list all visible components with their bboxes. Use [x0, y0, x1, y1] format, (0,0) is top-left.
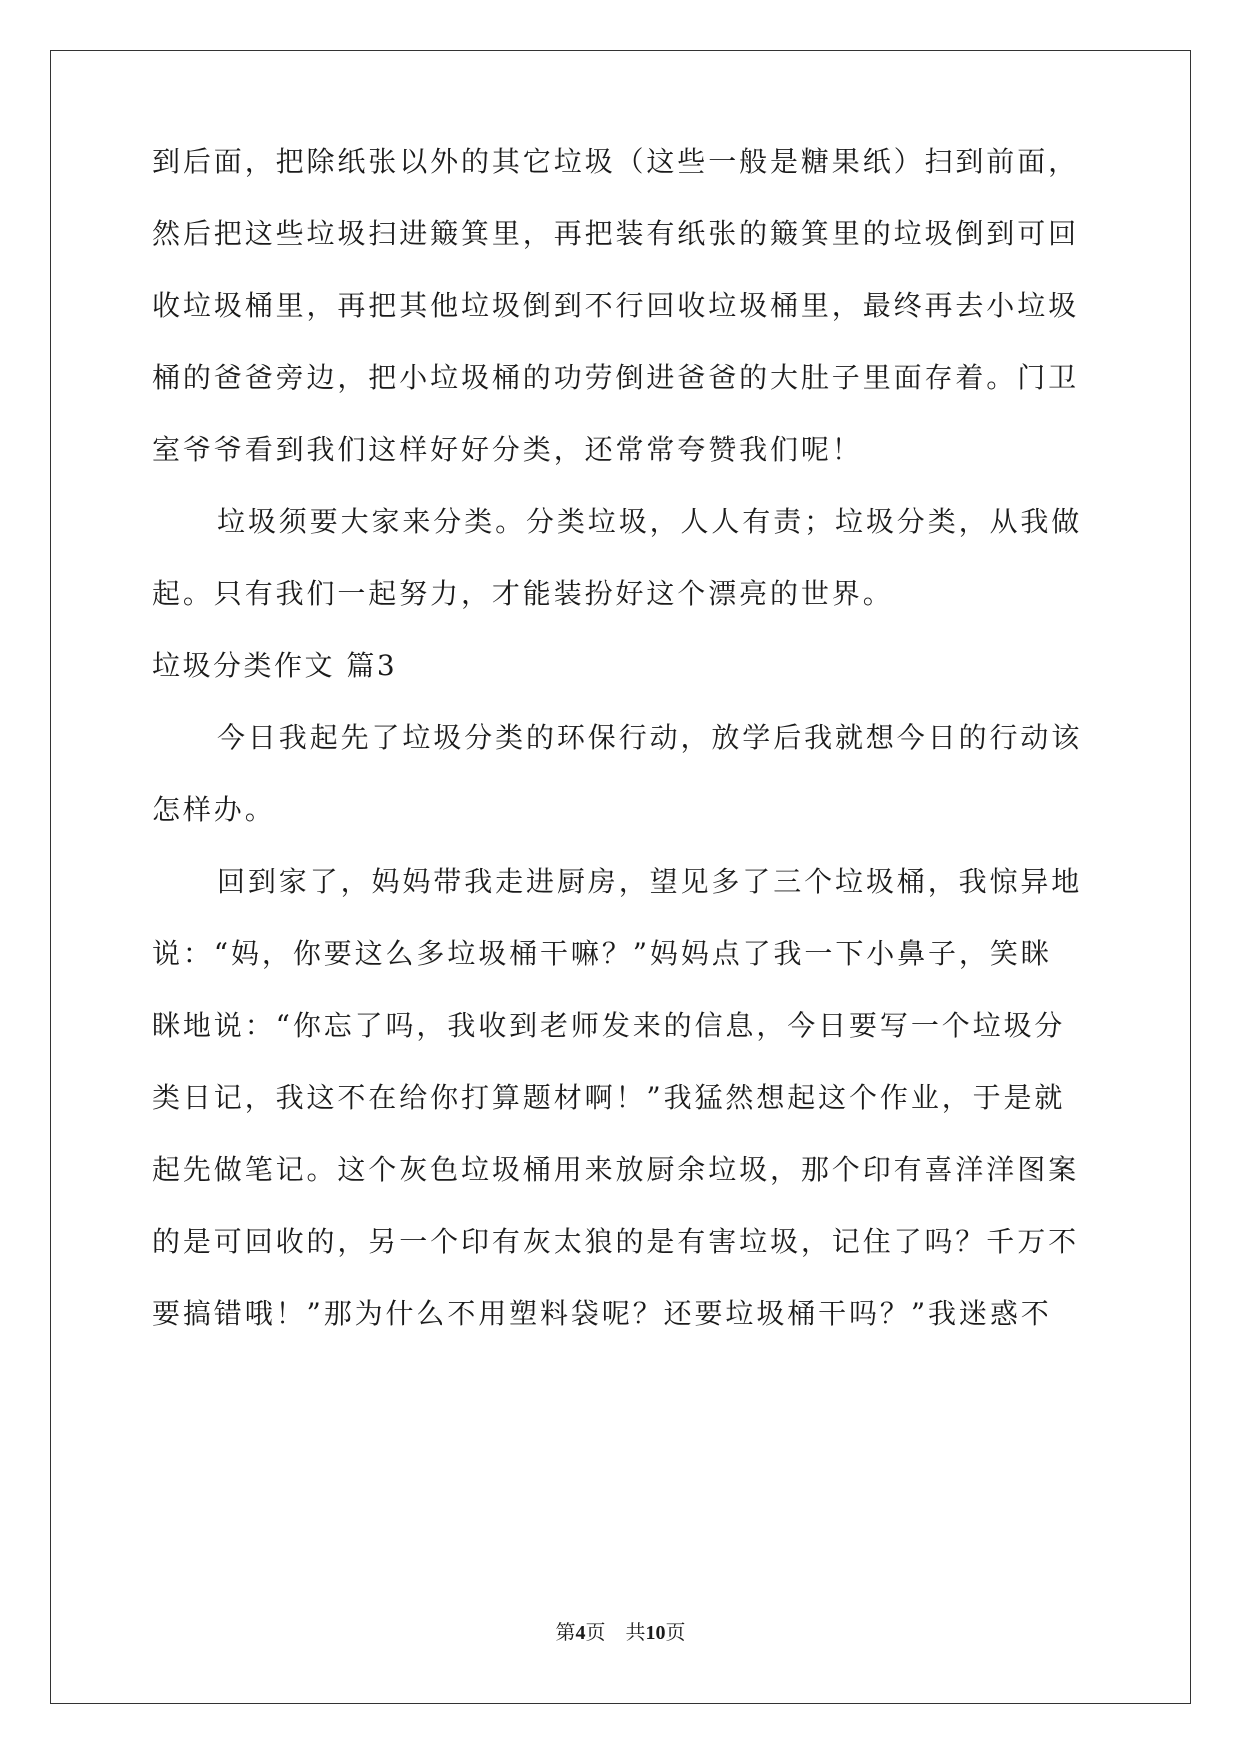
page-number: 4: [575, 1622, 586, 1644]
paragraph-line: 类日记，我这不在给你打算题材啊！”我猛然想起这个作业，于是就: [152, 1081, 1066, 1114]
total-prefix: 共: [625, 1622, 646, 1644]
paragraph-line: 起先做笔记。这个灰色垃圾桶用来放厨余垃圾，那个印有喜洋洋图案: [152, 1153, 1080, 1186]
page-footer: [0, 1620, 1241, 1646]
section-heading: 垃圾分类作文 篇3: [152, 649, 398, 682]
total-pages: 10: [645, 1622, 666, 1644]
paragraph-line: 收垃圾桶里，再把其他垃圾倒到不行回收垃圾桶里，最终再去小垃圾: [152, 289, 1080, 322]
paragraph-line: 回到家了，妈妈带我走进厨房，望见多了三个垃圾桶，我惊异地: [217, 865, 1083, 898]
paragraph-line: 说：“妈，你要这么多垃圾桶干嘛？”妈妈点了我一下小鼻子，笑眯: [152, 937, 1052, 970]
paragraph-line: 到后面，把除纸张以外的其它垃圾（这些一般是糖果纸）扫到前面，: [152, 145, 1080, 178]
paragraph-line: 今日我起先了垃圾分类的环保行动，放学后我就想今日的行动该: [217, 721, 1083, 754]
paragraph-line: 然后把这些垃圾扫进簸箕里，再把装有纸张的簸箕里的垃圾倒到可回: [152, 217, 1080, 250]
page-suffix: 页: [585, 1622, 606, 1644]
paragraph-line: 室爷爷看到我们这样好好分类，还常常夸赞我们呢！: [152, 433, 863, 466]
paragraph-line: 桶的爸爸旁边，把小垃圾桶的功劳倒进爸爸的大肚子里面存着。门卫: [152, 361, 1080, 394]
paragraph-line: 要搞错哦！”那为什么不用塑料袋呢？还要垃圾桶干吗？”我迷惑不: [152, 1297, 1052, 1330]
page-prefix: 第: [555, 1622, 576, 1644]
paragraph-line: 起。只有我们一起努力，才能装扮好这个漂亮的世界。: [152, 577, 894, 610]
paragraph-line: 垃圾须要大家来分类。分类垃圾，人人有责；垃圾分类，从我做: [217, 505, 1083, 538]
paragraph-line: 眯地说：“你忘了吗，我收到老师发来的信息，今日要写一个垃圾分: [152, 1009, 1066, 1042]
paragraph-line: 怎样办。: [152, 793, 276, 826]
paragraph-line: 的是可回收的，另一个印有灰太狼的是有害垃圾，记住了吗？千万不: [152, 1225, 1080, 1258]
total-suffix: 页: [665, 1622, 686, 1644]
